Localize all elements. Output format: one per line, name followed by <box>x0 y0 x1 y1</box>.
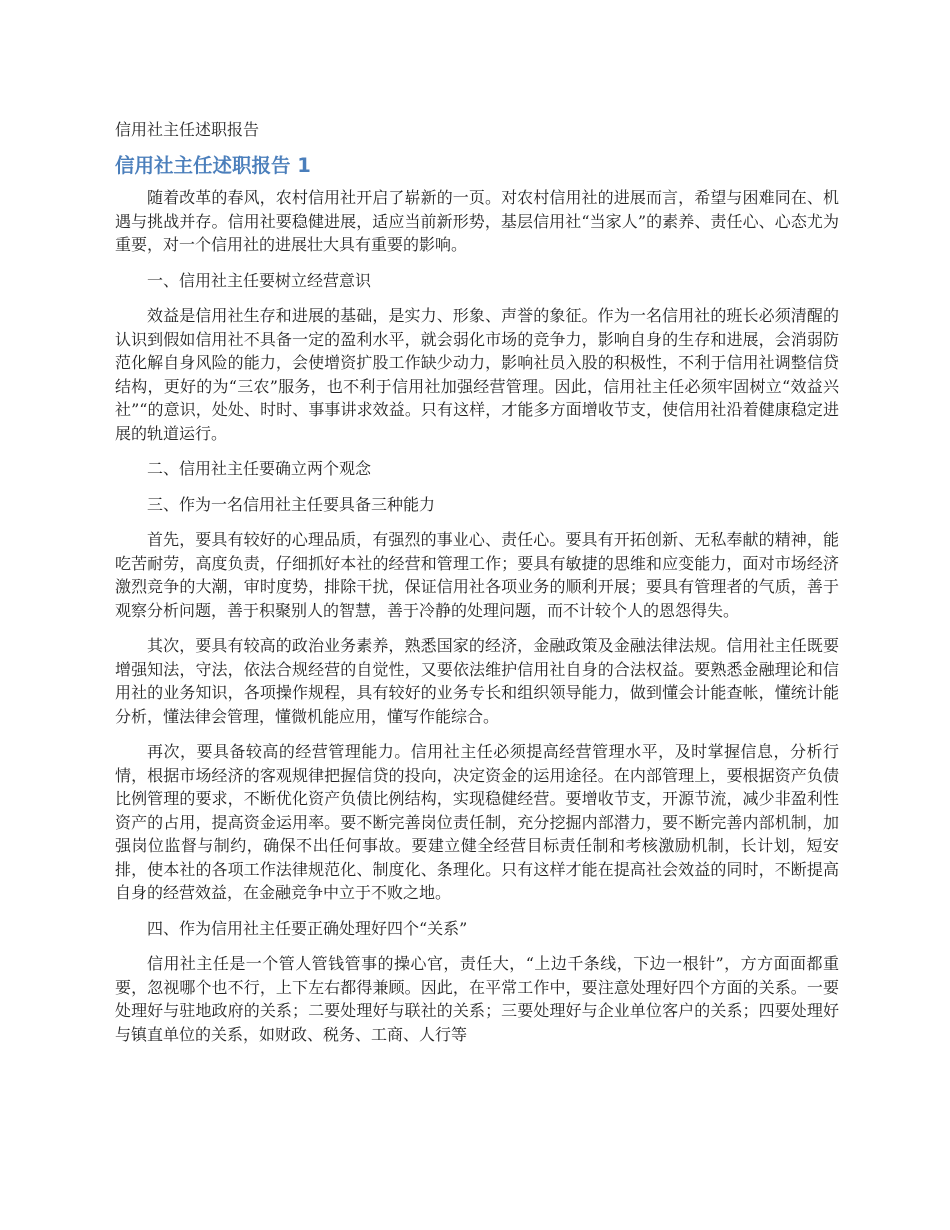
paragraph-intro: 随着改革的春风，农村信用社开启了崭新的一页。对农村信用社的进展而言，希望与困难同在、机遇与挑战并存。信用社要稳健进展，适应当前新形势，基层信用社“当家人”的素养、责任心、心态尤为重要，对一个信用社的进展壮大具有重要的影响。 <box>115 188 839 254</box>
paragraph-third: 再次，要具备较高的经营管理能力。信用社主任必须提高经营管理水平，及时掌握信息，分析行情，根据市场经济的客观规律把握信贷的投向，决定资金的运用途径。在内部管理上，要根据资产负债比例管理的要求，不断优化资产负债比例结构，实现稳健经营。要增收节支，开源节流，减少非盈利性资产的占用，提高资金运用率。要不断完善岗位责任制，充分挖掘内部潜力，要不断完善内部机制，加强岗位监督与制约，确保不出任何事故。要建立健全经营目标责任制和考核激励机制，长计划，短安排，使本社的各项工作法律规范化、制度化、条理化。只有这样才能在提高社会效益的同时，不断提高自身的经营效益，在金融竞争中立于不败之地。 <box>115 742 839 902</box>
subheading-2: 二、信用社主任要确立两个观念 <box>147 459 372 478</box>
subheading-1: 一、信用社主任要树立经营意识 <box>147 270 372 290</box>
document-page <box>115 118 839 1058</box>
subheading-3: 三、作为一名信用社主任要具备三种能力 <box>147 494 436 514</box>
paragraph-first: 首先，要具有较好的心理品质，有强烈的事业心、责任心。要具有开拓创新、无私奉献的精神，能吃苦耐劳，高度负责，仔细抓好本社的经营和管理工作；要具有敏捷的思维和应变能力，面对市场经济激烈竞争的大潮，审时度势，排除干扰，保证信用社各项业务的顺利开展；要具有管理者的气质，善于观察分析问题，善于积聚别人的智慧，善于冷静的处理问题，而不计较个人的恩怨得失。 <box>115 530 839 620</box>
paragraph-efficiency: 效益是信用社生存和进展的基础，是实力、形象、声誉的象征。作为一名信用社的班长必须清醒的认识到假如信用社不具备一定的盈利水平，就会弱化市场的竞争力，影响自身的生存和进展，会消弱防范化解自身风险的能力，会使增资扩股工作缺少动力，影响社员入股的积极性，不利于信用社调整信贷结构，更好的为“三农”服务，也不利于信用社加强经营管理。因此，信用社主任必须牢固树立“效益兴社”“的意识，处处、时时、事事讲求效益。只有这样，才能多方面增收节支，使信用社沿着健康稳定进展的轨道运行。 <box>115 306 839 443</box>
paragraph-relations: 信用社主任是一个管人管钱管事的操心官，责任大，“上边千条线，下边一根针”，方方面面都重要，忽视哪个也不行，上下左右都得兼顾。因此，在平常工作中，要注意处理好四个方面的关系。一要处理好与驻地政府的关系；二要处理好与联社的关系；三要处理好与企业单位客户的关系；四要处理好与镇直单位的关系，如财政、税务、工商、人行等 <box>115 954 839 1044</box>
section-heading: 信用社主任述职报告 1 <box>115 154 311 177</box>
subheading-4: 四、作为信用社主任要正确处理好四个“关系” <box>147 918 468 938</box>
document-title: 信用社主任述职报告 <box>115 120 260 139</box>
paragraph-second: 其次，要具有较高的政治业务素养，熟悉国家的经济，金融政策及金融法律法规。信用社主任既要增强知法，守法，依法合规经营的自觉性，又要依法维护信用社自身的合法权益。要熟悉金融理论和信用社的业务知识，各项操作规程，具有较好的业务专长和组织领导能力，做到懂会计能查帐，懂统计能分析，懂法律会管理，懂微机能应用，懂写作能综合。 <box>115 636 839 726</box>
